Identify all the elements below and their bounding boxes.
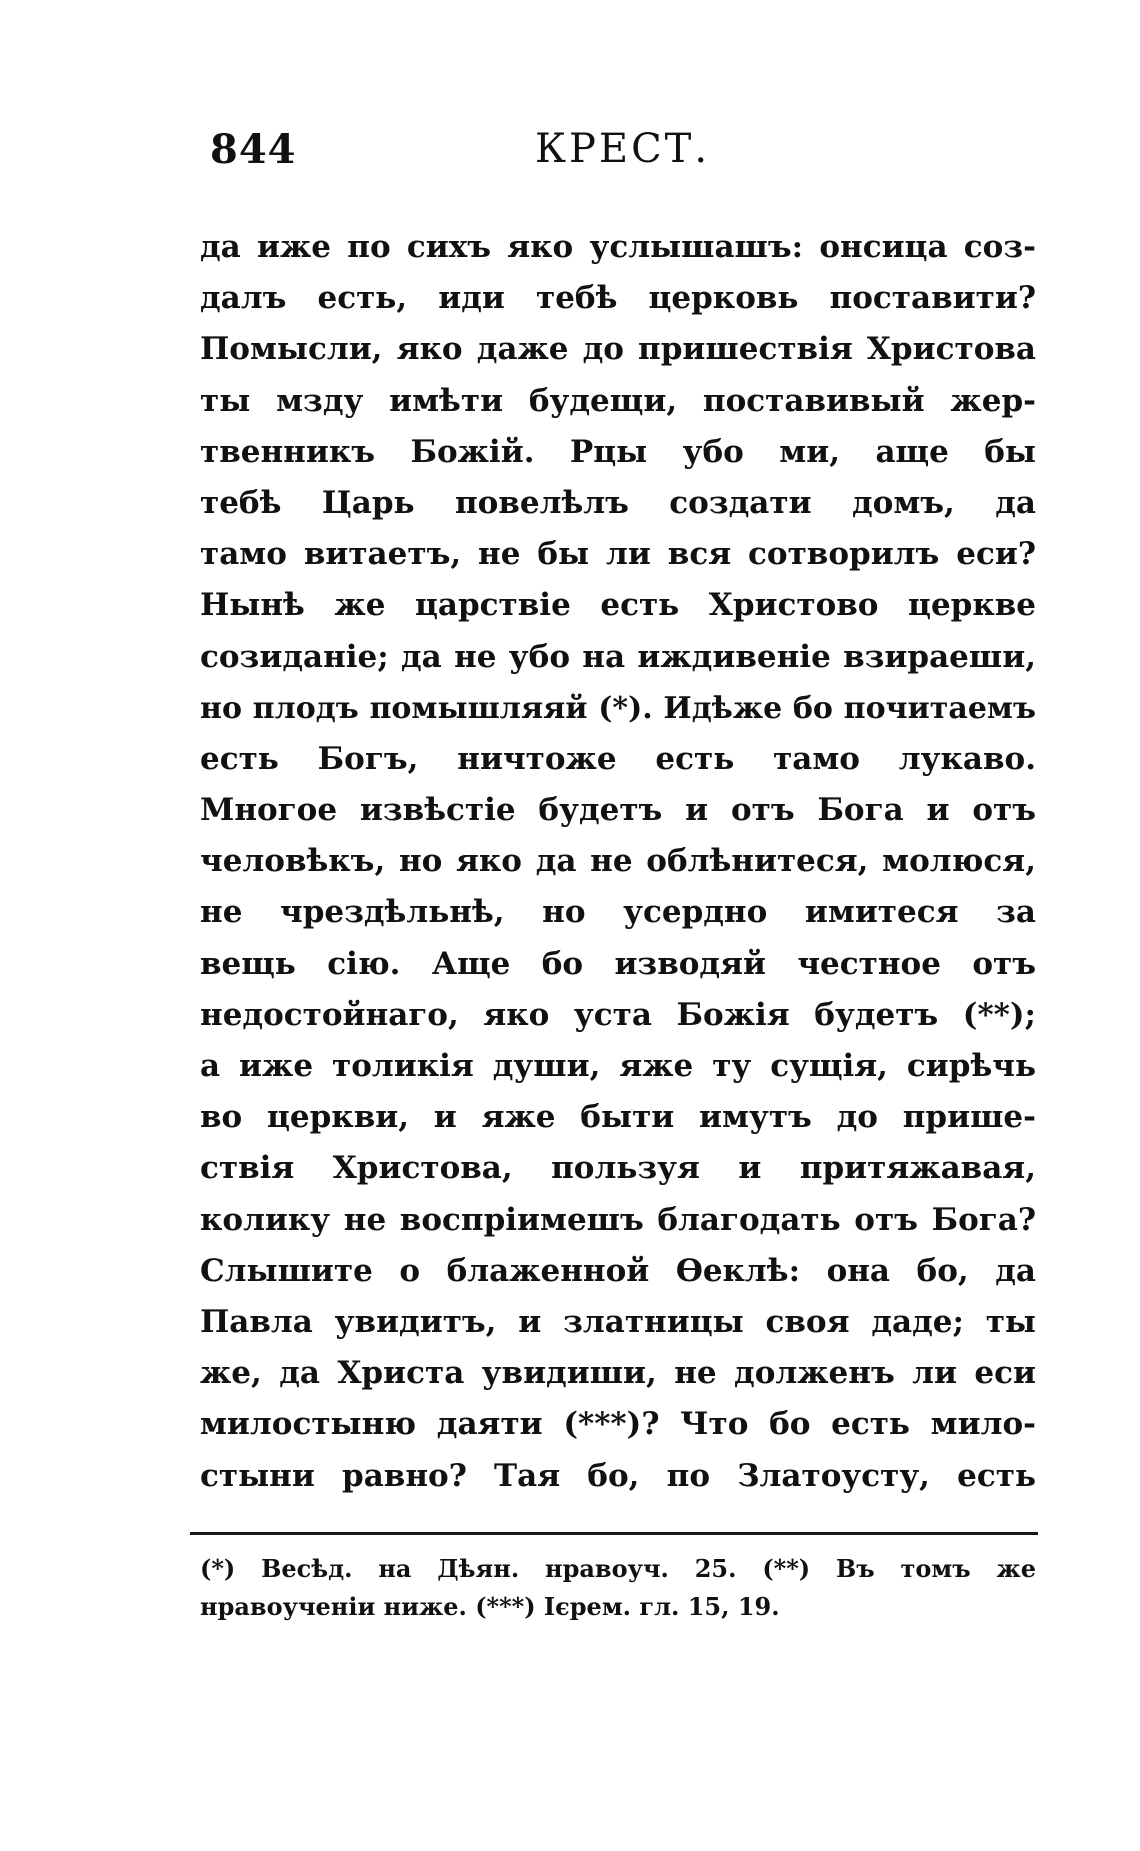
text-line: человѣкъ, но яко да не облѣнитеся, молюся, xyxy=(200,843,1036,880)
text-line: колику не воспріимешъ благодать отъ Бога? xyxy=(200,1201,1036,1238)
text-line: не чрездѣльнѣ, но усердно имитеся за xyxy=(200,894,1036,931)
text-line: Павла увидитъ, и златницы своя даде; ты xyxy=(200,1303,1036,1340)
footnote-line: нравоученіи ниже. (***) Ієрем. гл. 15, 19. xyxy=(200,1592,780,1621)
text-line: твенникъ Божій. Рцы убо ми, аще бы xyxy=(200,433,1036,470)
text-line: далъ есть, иди тебѣ церковь поставити? xyxy=(200,280,1036,317)
text-line: тебѣ Царь повелѣлъ создати домъ, да xyxy=(200,484,1036,521)
footnote-divider xyxy=(190,1532,1038,1535)
text-line: да иже по сихъ яко услышашъ: онсица соз- xyxy=(200,229,1036,265)
footnote-line: (*) Весѣд. на Дѣян. нравоуч. 25. (**) Въ томъ же xyxy=(200,1554,1036,1583)
text-line: есть Богъ, ничтоже есть тамо лукаво. xyxy=(200,740,1036,777)
text-line: вещь сію. Аще бо изводяй честное отъ xyxy=(200,945,1036,982)
running-head: КРЕСТ. xyxy=(535,126,711,172)
text-line: но плодъ помышляяй (*). Идѣже бо почитаемъ xyxy=(200,690,1036,726)
text-line: Слышите о блаженной Ѳеклѣ: она бо, да xyxy=(200,1252,1036,1289)
body-text xyxy=(200,222,1036,1502)
text-line: Помысли, яко даже до пришествія Христова xyxy=(200,331,1036,368)
text-line: во церкви, и яже быти имутъ до прише- xyxy=(200,1099,1036,1136)
page-number: 844 xyxy=(210,126,297,173)
text-line: Нынѣ же царствіе есть Христово церкве xyxy=(200,587,1036,624)
text-line: ствія Христова, пользуя и притяжавая, xyxy=(200,1150,1036,1187)
text-line: тамо витаетъ, не бы ли вся сотворилъ еси? xyxy=(200,536,1036,573)
footnotes xyxy=(200,1550,1036,1626)
text-line: а иже толикія души, яже ту сущія, сирѣчь xyxy=(200,1048,1036,1084)
text-line: же, да Христа увидиши, не долженъ ли еси xyxy=(200,1355,1036,1392)
text-line: милостыню даяти (***)? Что бо есть мило- xyxy=(200,1406,1036,1443)
text-line: Многое извѣстіе будетъ и отъ Бога и отъ xyxy=(200,792,1036,829)
text-line: созиданіе; да не убо на иждивеніе взираеши, xyxy=(200,638,1036,675)
text-line: стыни равно? Тая бо, по Златоусту, есть xyxy=(200,1457,1036,1494)
text-line: ты мзду имѣти будещи, поставивый жер- xyxy=(200,382,1036,419)
text-line: недостойнаго, яко уста Божія будетъ (**); xyxy=(200,996,1036,1033)
page-header xyxy=(210,126,1030,186)
